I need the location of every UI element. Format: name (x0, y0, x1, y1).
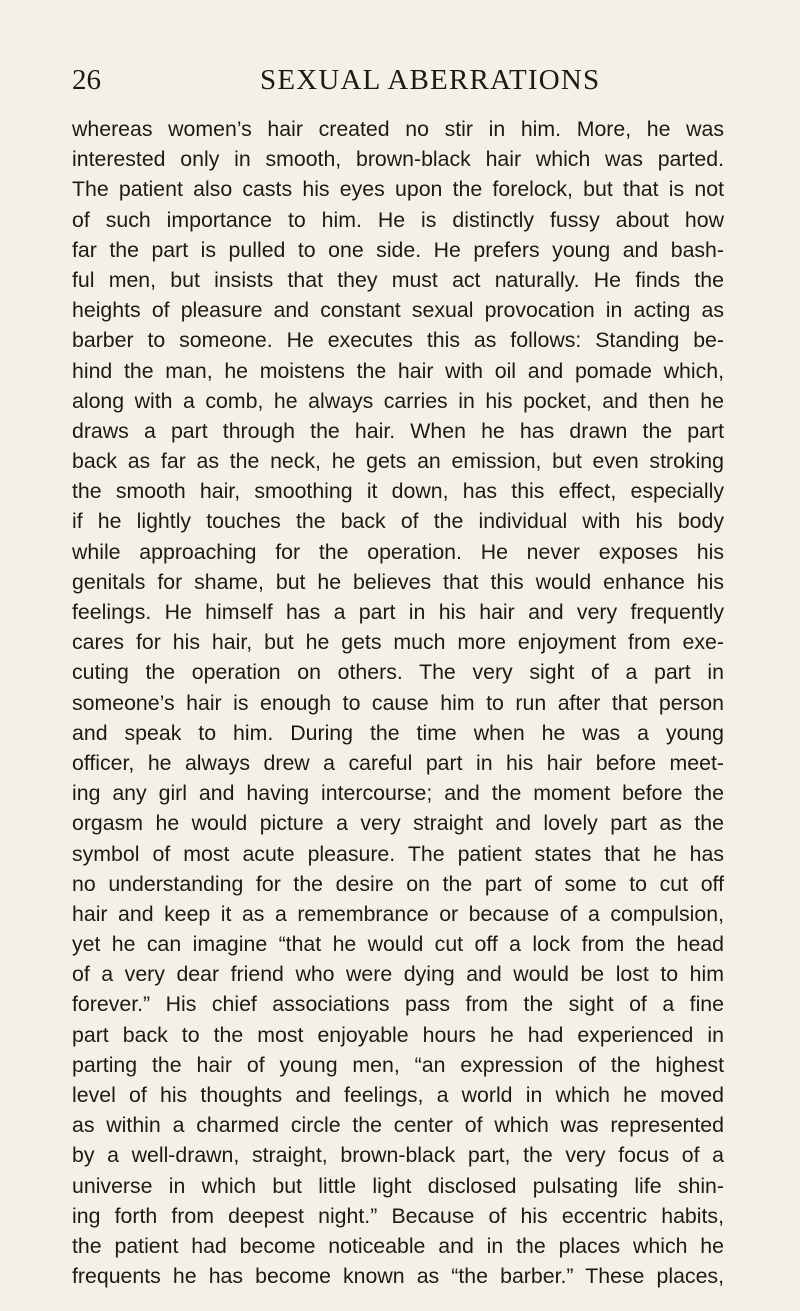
text-line: orgasm he would picture a very straight and lovely part as the (72, 811, 724, 836)
text-line: forever.” His chief associations pass from the sight of a fine (72, 992, 724, 1017)
text-line: barber to someone. He executes this as follows: Standing be- (72, 328, 724, 353)
text-line: yet he can imagine “that he would cut off a lock from the head (72, 932, 724, 957)
text-line: heights of pleasure and constant sexual provocation in acting as (72, 298, 724, 323)
text-line: The patient also casts his eyes upon the forelock, but that is not (72, 177, 724, 202)
text-line: cuting the operation on others. The very sight of a part in (72, 660, 724, 685)
text-line: officer, he always drew a careful part in his hair before meet- (72, 750, 724, 775)
text-line: far the part is pulled to one side. He prefers young and bash- (72, 237, 724, 262)
text-line: symbol of most acute pleasure. The patient states that he has (72, 841, 724, 866)
text-line: hind the man, he moistens the hair with oil and pomade which, (72, 358, 724, 383)
text-line: by a well-drawn, straight, brown-black part, the very focus of a (72, 1143, 724, 1168)
text-line: along with a comb, he always carries in his pocket, and then he (72, 388, 724, 413)
text-line: universe in which but little light disclosed pulsating life shin- (72, 1173, 724, 1198)
text-line: no understanding for the desire on the part of some to cut off (72, 871, 724, 896)
text-line: the smooth hair, smoothing it down, has this effect, especially (72, 479, 724, 504)
text-line: level of his thoughts and feelings, a world in which he moved (72, 1083, 724, 1107)
text-line: of a very dear friend who were dying and would be lost to him (72, 962, 724, 987)
text-line: back as far as the neck, he gets an emission, but even stroking (72, 449, 724, 474)
text-line: someone’s hair is enough to cause him to run after that person (72, 690, 724, 715)
text-line: and speak to him. During the time when he was a young (72, 720, 724, 745)
text-line: parting the hair of young men, “an expression of the highest (72, 1052, 724, 1077)
text-line: frequents he has become known as “the barber.” These places, (72, 1264, 724, 1289)
text-line: of such importance to him. He is distinctly fussy about how (72, 207, 724, 232)
text-line: genitals for shame, but he believes that this would enhance his (72, 569, 724, 594)
text-line: part back to the most enjoyable hours he had experienced in (72, 1022, 724, 1047)
text-line: ing any girl and having intercourse; and the moment before the (72, 781, 724, 806)
text-line: ful men, but insists that they must act naturally. He finds the (72, 267, 724, 292)
page-header (72, 62, 732, 102)
body-text (72, 114, 724, 1291)
text-line: ing forth from deepest night.” Because of his eccentric habits, (72, 1203, 724, 1228)
text-line: cares for his hair, but he gets much more enjoyment from exe- (72, 630, 724, 655)
text-line: the patient had become noticeable and in the places which he (72, 1233, 724, 1258)
text-line: as within a charmed circle the center of which was represented (72, 1113, 724, 1138)
text-line: while approaching for the operation. He never exposes his (72, 539, 724, 564)
text-line: whereas women’s hair created no stir in him. More, he was (72, 117, 724, 141)
text-line: interested only in smooth, brown-black hair which was parted. (72, 147, 724, 172)
text-line: if he lightly touches the back of the individual with his body (72, 509, 724, 534)
text-line: hair and keep it as a remembrance or because of a compulsion, (72, 901, 724, 926)
text-line: feelings. He himself has a part in his hair and very frequently (72, 600, 724, 624)
running-head: SEXUAL ABERRATIONS (260, 64, 601, 96)
page-number: 26 (72, 64, 101, 96)
text-line: draws a part through the hair. When he has drawn the part (72, 418, 724, 443)
